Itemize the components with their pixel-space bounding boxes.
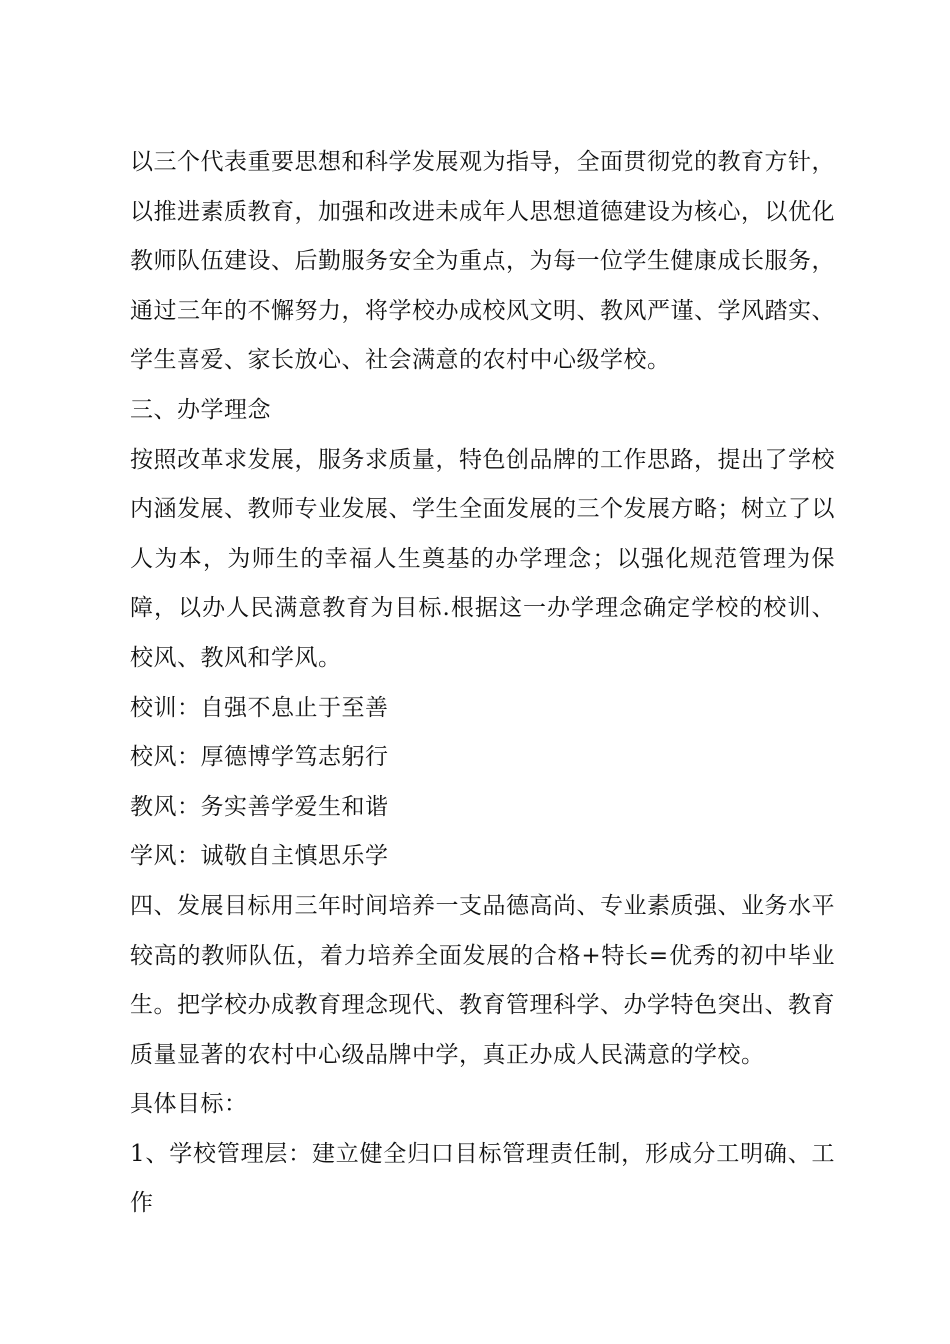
guiding-paragraph: 以三个代表重要思想和科学发展观为指导，全面贯彻党的教育方针，以推进素质教育，加强和改进未成年人思想道德建设为核心，以优化教师队伍建设、后勤服务安全为重点，为每一位学生健康成长服务，通过三年的不懈努力，将学校办成校风文明、教风严谨、学风踏实、学生喜爱、家长放心、社会满意的农村中心级学校。 bbox=[130, 149, 835, 374]
school-ethos: 校风：厚德博学笃志躬行 bbox=[130, 744, 389, 771]
philosophy-paragraph: 按照改革求发展，服务求质量，特色创品牌的工作思路，提出了学校内涵发展、教师专业发展、学生全面发展的三个发展方略；树立了以人为本，为师生的幸福人生奠基的办学理念；以强化规范管理为保障，以办人民满意教育为目标.根据这一办学理念确定学校的校训、校风、教风和学风。 bbox=[130, 446, 835, 671]
specific-goals-heading: 具体目标： bbox=[130, 1091, 248, 1118]
document-page bbox=[130, 138, 835, 1229]
development-goals-paragraph: 四、发展目标用三年时间培养一支品德高尚、专业素质强、业务水平较高的教师队伍，着力培养全面发展的合格+特长=优秀的初中毕业生。把学校办成教育理念现代、教育管理科学、办学特色突出、教育质量显著的农村中心级品牌中学，真正办成人民满意的学校。 bbox=[130, 892, 835, 1068]
section-heading-philosophy: 三、办学理念 bbox=[130, 396, 271, 423]
teaching-style: 教风：务实善学爱生和谐 bbox=[130, 793, 389, 820]
goal-item-1: 1、学校管理层：建立健全归口目标管理责任制，形成分工明确、工作 bbox=[130, 1140, 835, 1217]
school-motto: 校训：自强不息止于至善 bbox=[130, 694, 389, 721]
learning-style: 学风：诚敬自主慎思乐学 bbox=[130, 843, 389, 870]
